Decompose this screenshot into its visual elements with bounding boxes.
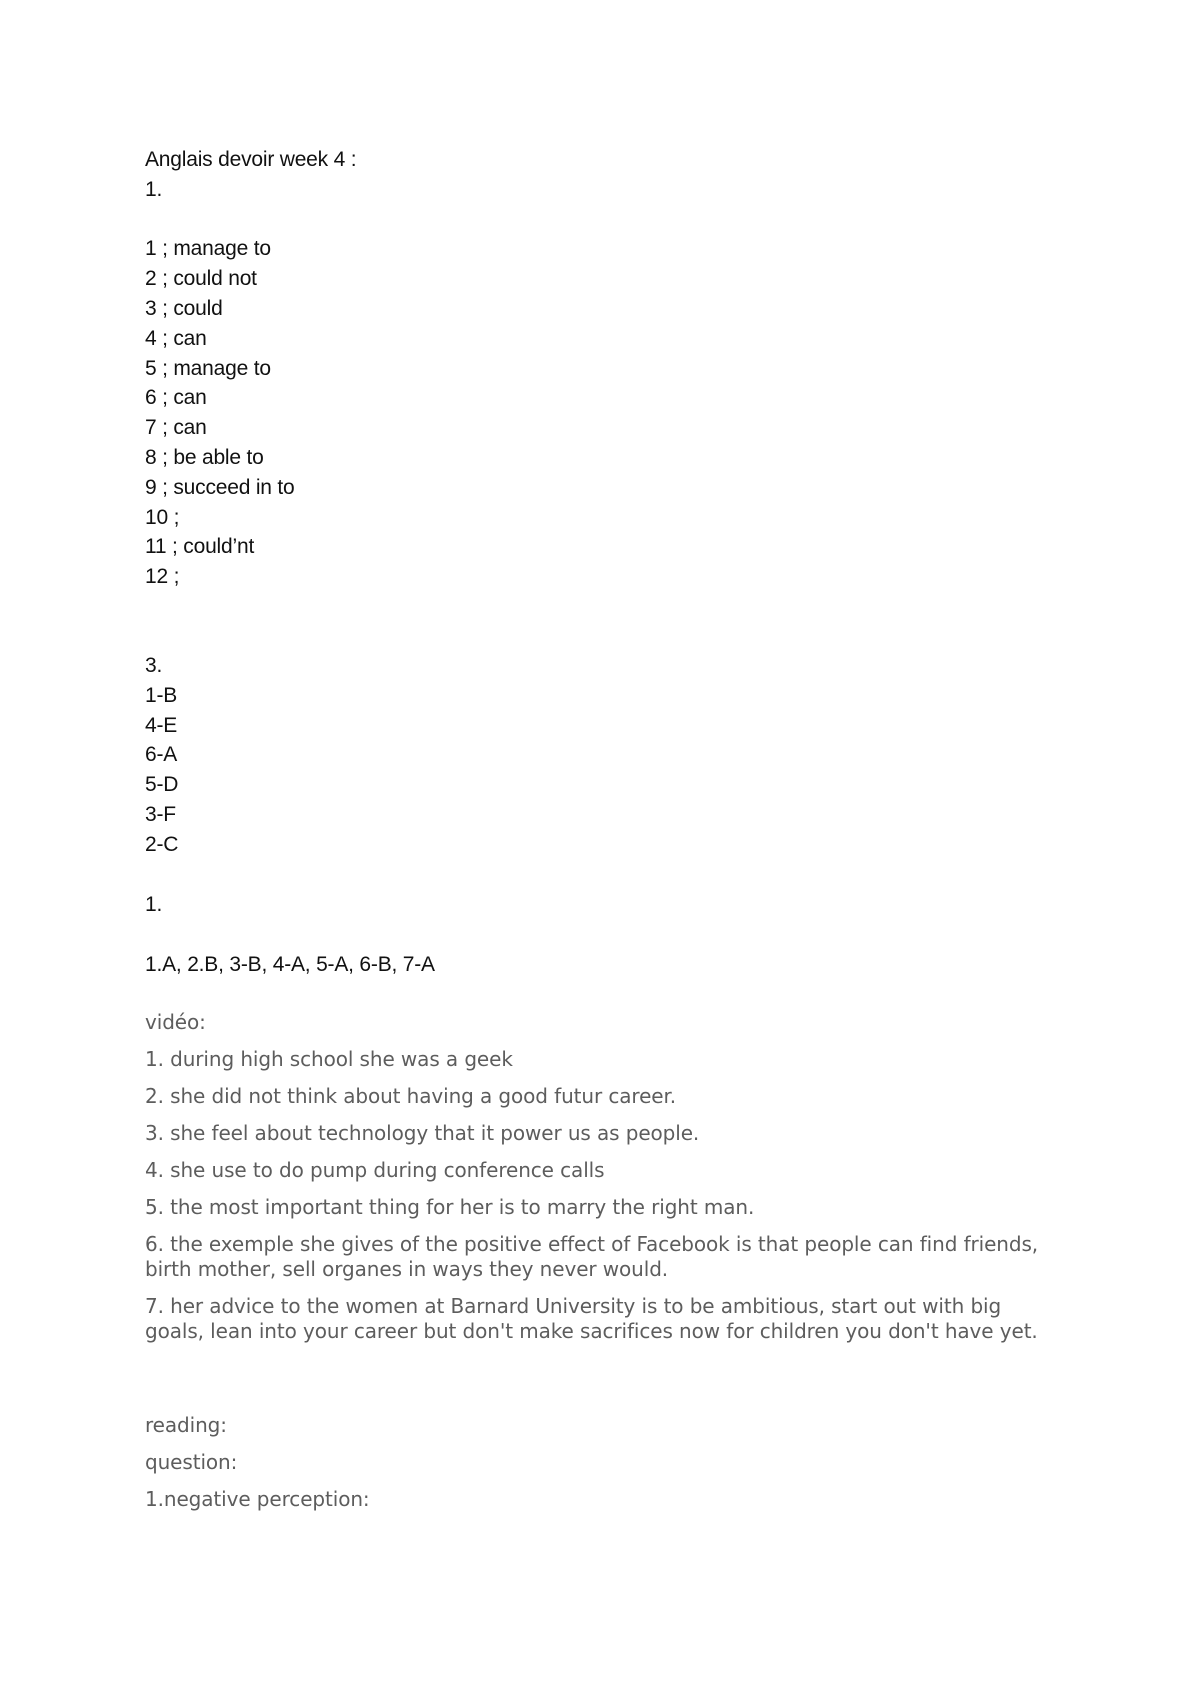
- video-item: 6. the exemple she gives of the positive effect of Facebook is that people can find friends, birth mother, sell organes in ways they never would.: [145, 1232, 1039, 1281]
- list-item: 5-D: [145, 773, 179, 797]
- video-item: 5. the most important thing for her is to marry the right man.: [145, 1195, 755, 1219]
- list-item: 12 ;: [145, 565, 180, 589]
- list-item: 1-B: [145, 683, 178, 707]
- list-item: 4-E: [145, 713, 178, 737]
- list-item: 7 ; can: [145, 416, 207, 440]
- list-item: 2 ; could not: [145, 267, 257, 291]
- section-heading: 1.: [145, 893, 163, 916]
- section-1-block: [145, 145, 1065, 592]
- section-heading: 3.: [145, 654, 163, 677]
- video-heading: vidéo:: [145, 1010, 206, 1034]
- section-heading: 1.: [145, 177, 163, 201]
- list-item: 11 ; could’nt: [145, 535, 255, 559]
- list-item: 2-C: [145, 832, 179, 856]
- list-item: 10 ;: [145, 505, 180, 529]
- list-item: 3 ; could: [145, 296, 223, 320]
- section-3-block: [145, 651, 1065, 860]
- reading-item: 1.negative perception:: [145, 1487, 370, 1511]
- list-item: 6-A: [145, 743, 178, 767]
- reading-section: [145, 1413, 1065, 1524]
- blank-line: [145, 920, 1065, 950]
- question-heading: question:: [145, 1450, 238, 1474]
- blank-line: [145, 205, 1065, 235]
- video-item: 1. during high school she was a geek: [145, 1047, 513, 1071]
- list-item: 4 ; can: [145, 326, 207, 350]
- list-item: 8 ; be able to: [145, 445, 264, 469]
- video-item: 3. she feel about technology that it power us as people.: [145, 1121, 700, 1145]
- list-item: 1 ; manage to: [145, 237, 271, 261]
- answers-line: 1.A, 2.B, 3-B, 4-A, 5-A, 6-B, 7-A: [145, 952, 435, 976]
- reading-heading: reading:: [145, 1413, 227, 1437]
- video-item: 7. her advice to the women at Barnard University is to be ambitious, start out with big goals, lean into your career but don't make sacrifices now for children you don't have yet.: [145, 1294, 1038, 1343]
- video-section: [145, 1010, 1065, 1356]
- video-item: 4. she use to do pump during conference calls: [145, 1158, 605, 1182]
- video-item: 2. she did not think about having a good futur career.: [145, 1084, 677, 1108]
- document-title: Anglais devoir week 4 :: [145, 148, 357, 171]
- list-item: 5 ; manage to: [145, 356, 271, 380]
- list-item: 9 ; succeed in to: [145, 475, 295, 499]
- list-item: 6 ; can: [145, 386, 207, 410]
- list-item: 3-F: [145, 802, 176, 826]
- section-1b-block: [145, 890, 1065, 979]
